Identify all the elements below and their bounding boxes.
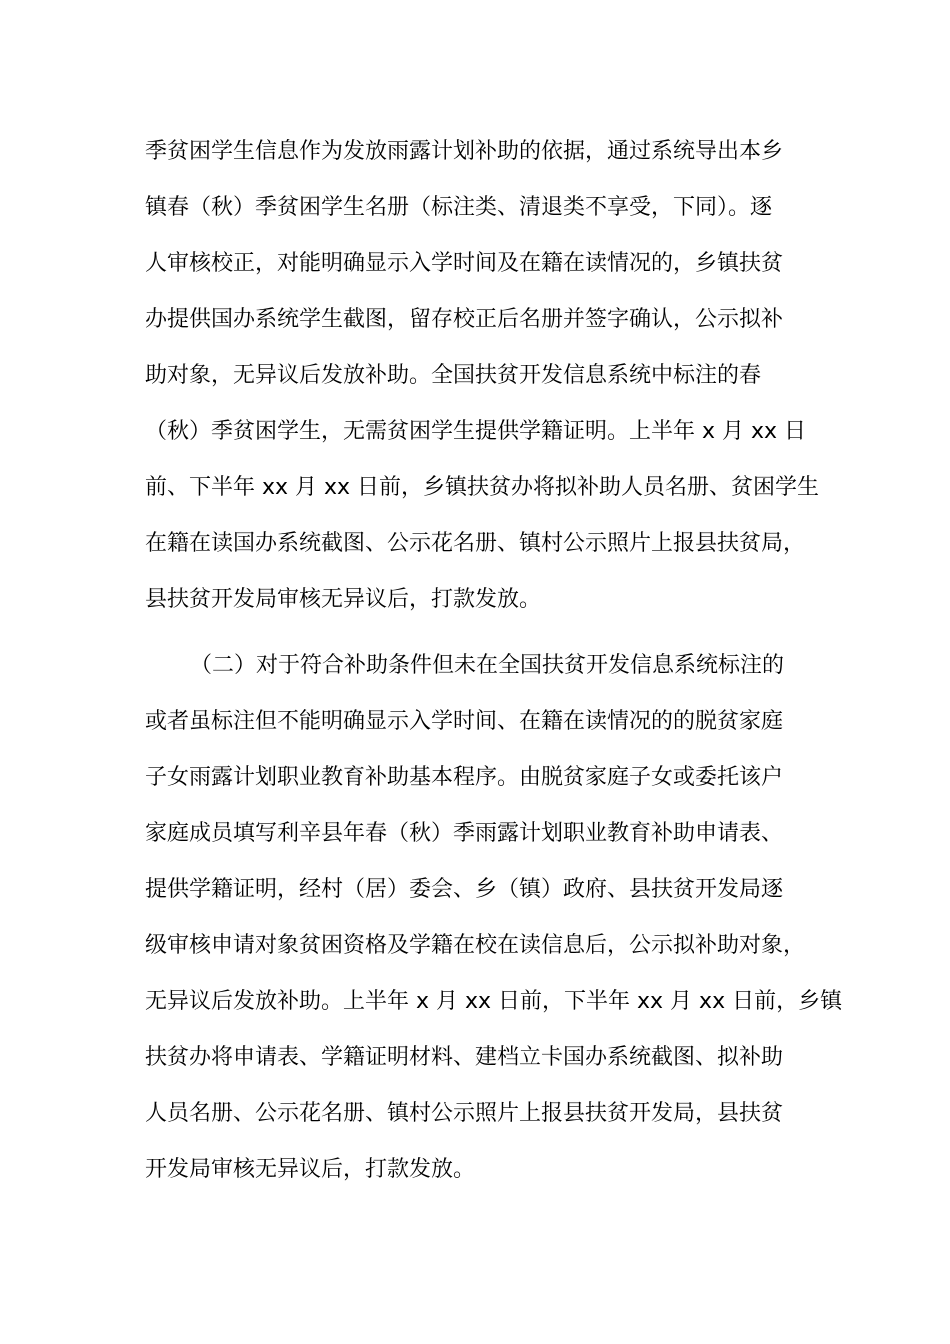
text-line: 或者虽标注但不能明确显示入学时间、在籍在读情况的的脱贫家庭 xyxy=(145,709,784,734)
text-line: （秋）季贫困学生，无需贫困学生提供学籍证明。上半年 x 月 xx 日 xyxy=(145,419,807,444)
text-line: 办提供国办系统学生截图，留存校正后名册并签字确认，公示拟补 xyxy=(145,307,784,332)
text-line: 人审核校正，对能明确显示入学时间及在籍在读情况的，乡镇扶贫 xyxy=(145,251,784,276)
text-line: 前、下半年 xx 月 xx 日前，乡镇扶贫办将拟补助人员名册、贫困学生 xyxy=(145,475,820,500)
text-line: 人员名册、公示花名册、镇村公示照片上报县扶贫开发局，县扶贫 xyxy=(145,1101,784,1126)
text-line: 镇春（秋）季贫困学生名册（标注类、清退类不享受，下同）。逐 xyxy=(145,195,773,220)
text-line: 在籍在读国办系统截图、公示花名册、镇村公示照片上报县扶贫局， xyxy=(145,531,806,556)
text-line: 开发局审核无异议后，打款发放。 xyxy=(145,1157,476,1182)
text-line: 家庭成员填写利辛县年春（秋）季雨露计划职业教育补助申请表、 xyxy=(145,821,784,846)
text-line: 县扶贫开发局审核无异议后，打款发放。 xyxy=(145,587,542,612)
text-line: 级审核申请对象贫困资格及学籍在校在读信息后，公示拟补助对象， xyxy=(145,933,806,958)
text-line: 子女雨露计划职业教育补助基本程序。由脱贫家庭子女或委托该户 xyxy=(145,765,784,790)
text-line: 扶贫办将申请表、学籍证明材料、建档立卡国办系统截图、拟补助 xyxy=(145,1045,784,1070)
text-line: 季贫困学生信息作为发放雨露计划补助的依据，通过系统导出本乡 xyxy=(145,139,784,164)
text-line: （二）对于符合补助条件但未在全国扶贫开发信息系统标注的 xyxy=(190,653,785,678)
text-line: 助对象，无异议后发放补助。全国扶贫开发信息系统中标注的春 xyxy=(145,363,762,388)
text-line: 无异议后发放补助。上半年 x 月 xx 日前，下半年 xx 月 xx 日前，乡镇 xyxy=(145,989,843,1014)
text-line: 提供学籍证明，经村（居）委会、乡（镇）政府、县扶贫开发局逐 xyxy=(145,877,784,902)
